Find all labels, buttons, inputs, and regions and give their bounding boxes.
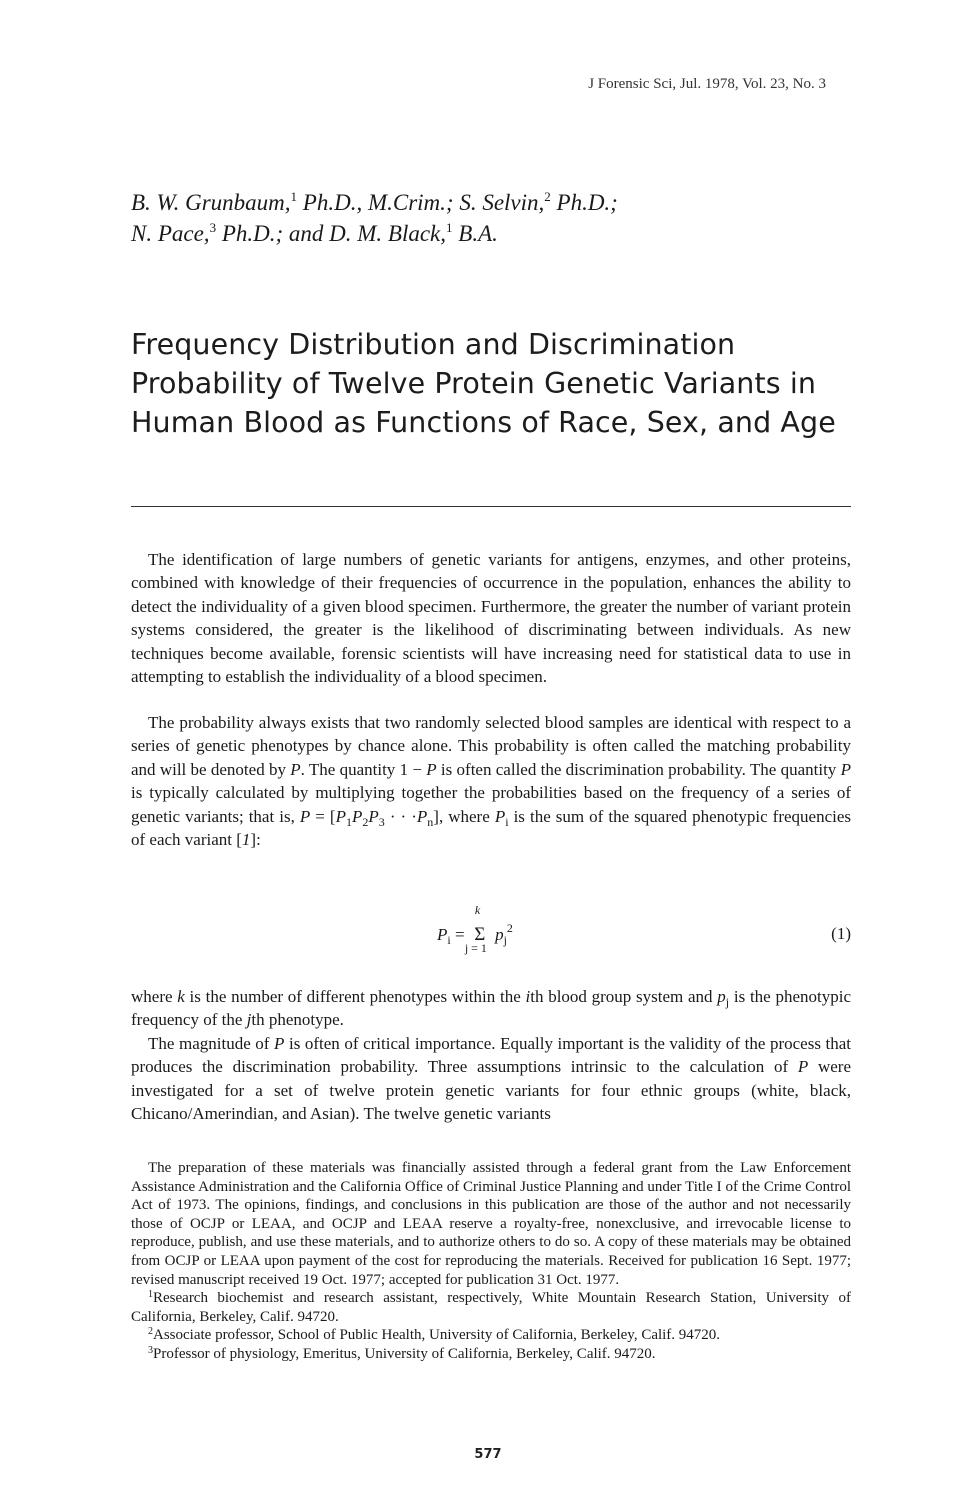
footnote-text: Associate professor, School of Public Health, University of California, Berkeley, Calif. 94720. [153,1327,721,1344]
symbol-P: P [352,806,363,826]
paragraph-text [131,985,851,1032]
subscript: j [503,933,507,947]
eq-term: p [495,925,504,944]
author-list [131,187,851,249]
title-line: Human Blood as Functions of Race, Sex, and Age [131,406,836,439]
summation-sign [464,903,491,955]
symbol-P: P [274,1034,285,1053]
footnotes [131,1159,851,1364]
text-run: ]: [250,830,261,850]
text-run: ], where [433,806,495,826]
author-degree: Ph.D.; and [216,221,330,246]
symbol-P: P [840,759,851,779]
symbol-P: P [290,759,301,779]
affiliation-mark: 1 [290,189,298,204]
title-line: Frequency Distribution and Discrimination [131,328,736,361]
equation-number: (1) [831,924,851,943]
author-degree: Ph.D., M.Crim.; [297,190,460,215]
equation-1 [131,902,851,962]
symbol-j: j [246,1010,252,1030]
text-run: The probability always exists that two randomly selected blood samples are identical with respect to a series of genetic phenotypes by chance alone. This probability is often called the matching probability and will be denoted by [131,713,851,779]
author-degree: B.A. [452,221,498,246]
author-name: D. M. Black, [329,221,447,246]
footnote [131,1326,851,1345]
text-run: = [ [310,806,336,826]
footnote [131,1289,851,1326]
symbol-p: p [717,987,726,1006]
sum-lower-limit: j = 1 [464,941,487,955]
paper-title [131,325,891,442]
text-run: . The quantity 1 − [300,759,427,779]
symbol-P: P [494,806,506,826]
author-name: S. Selvin, [459,190,545,215]
text-run: is typically calculated by multiplying together the probabilities based on the frequency of a series of genetic variants; that is, [131,783,851,826]
paragraph-text [131,711,851,851]
author-name: N. Pace, [131,221,210,246]
subscript: i [505,814,509,829]
title-divider [131,506,851,507]
text-run: The magnitude of [148,1034,275,1053]
affiliation-mark: 1 [446,220,453,235]
text-run: where [131,987,178,1006]
page-number: 577 [474,1447,502,1462]
text-run: is the phenotypic frequency of the [131,987,851,1030]
subscript: 1 [346,814,352,829]
author-name: B. W. Grunbaum, [131,190,291,215]
citation-ref: 1 [241,830,251,850]
text-run: is often called the discrimination probability. The quantity [436,759,841,779]
text-run: is the sum of the squared phenotypic frequencies of each variant [ [131,806,852,850]
author-line-2 [131,218,851,249]
body-paragraph-1 [131,548,851,688]
affiliation-mark: 2 [544,189,551,204]
author-line-1 [131,187,851,218]
text-run: were investigated for a set of twelve protein genetic variants for four ethnic groups (white, black, Chicano/Amerindian, and Asian). The twelve genetic variants [131,1057,852,1124]
ellipsis: · · · [384,806,417,826]
subscript: 2 [362,814,369,829]
text-run: is the number of different phenotypes within the [184,987,526,1006]
symbol-P: P [368,806,379,826]
superscript: 2 [506,921,513,935]
symbol-P: P [299,806,311,826]
subscript: 3 [378,814,385,829]
subscript: n [427,814,434,829]
footnote-text: Research biochemist and research assistant, respectively, White Mountain Research Station, University of California, Berkeley, Calif. 94720. [131,1290,851,1325]
footnote [131,1345,851,1364]
footnote-mark: 3 [148,1344,153,1356]
body-paragraph-3 [131,985,851,1032]
subscript: i [447,933,451,947]
symbol-P: P [797,1057,809,1077]
sum-upper-limit: k [474,903,481,917]
text-run: th phenotype. [251,1010,344,1030]
eq-lhs: P [437,925,448,944]
paragraph-text: The identification of large numbers of genetic variants for antigens, enzymes, and other proteins, combined with knowledge of their frequencies of occurrence in the population, enhances the ability to detect the individuality of a given blood specimen. Furthermore, the greater the number of variant protein systems considered, the greater is the likelihood of discriminating between individuals. As new techniques become available, forensic scientists will have increasing need for statistical data to use in attempting to establish the individuality of a blood specimen. [131,550,851,687]
body-paragraph-4 [131,1032,851,1126]
author-degree: Ph.D.; [550,190,618,215]
eq-equals: = [450,925,469,944]
sigma-glyph: Σ [474,924,486,945]
symbol-P: P [426,759,437,779]
paragraph-text [131,1032,851,1126]
journal-citation: J Forensic Sci, Jul. 1978, Vol. 23, No. 3 [588,76,826,92]
funding-note: The preparation of these materials was financially assisted through a federal grant from the Law Enforcement Assistance Administration and the California Office of Criminal Justice Planning and under Title I of the Crime Control Act of 1973. The opinions, findings, and conclusions in this publication are those of the author and not necessarily those of OCJP or LEAA, and OCJP and LEAA reserve a royalty-free, nonexclusive, and irrevocable license to reproduce, publish, and use these materials, and to authorize others to do so. A copy of these materials may be obtained from OCJP or LEAA upon payment of the cost for reproducing the materials. Received for publication 16 Sept. 1977; revised manuscript received 19 Oct. 1977; accepted for publication 31 Oct. 1977. [131,1160,851,1288]
title-line: Probability of Twelve Protein Genetic Variants in [131,367,817,400]
footnote-mark: 1 [148,1289,153,1301]
symbol-i: i [525,987,531,1006]
footnote-text: Professor of physiology, Emeritus, University of California, Berkeley, Calif. 94720. [153,1345,656,1362]
footnote-mark: 2 [148,1326,153,1338]
equation-body [437,903,513,955]
affiliation-mark: 3 [209,220,217,235]
body-paragraph-2 [131,711,851,851]
text-run: is often of critical importance. Equally important is the validity of the process that produces the discrimination probability. Three assumptions intrinsic to the calculation of [131,1034,851,1077]
symbol-P: P [416,806,428,826]
subscript: j [725,995,730,1009]
symbol-k: k [177,987,185,1006]
symbol-P: P [335,806,346,826]
text-run: th blood group system and [530,987,718,1006]
